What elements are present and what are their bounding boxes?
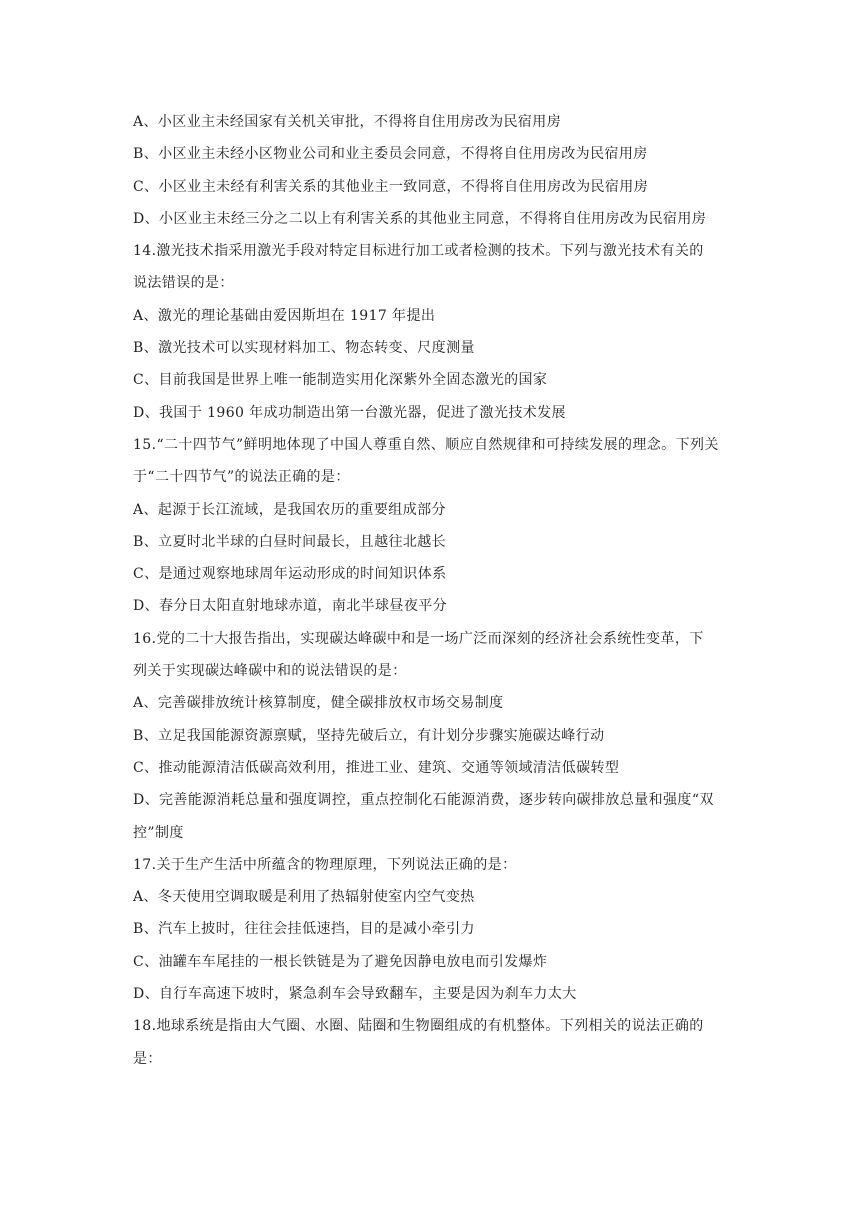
option-line: C、是通过观察地球周年运动形成的时间知识体系 <box>133 566 447 583</box>
option-line: D、我国于 1960 年成功制造出第一台激光器，促进了激光技术发展 <box>133 404 566 421</box>
document-body <box>133 106 768 1075</box>
option-line: B、汽车上披时，往往会挂低速挡，目的是减小牵引力 <box>133 921 475 938</box>
option-line: A、起源于长江流域，是我国农历的重要组成部分 <box>133 501 446 518</box>
option-line: C、油罐车车尾挂的一根长铁链是为了避免因静电放电而引发爆炸 <box>133 953 548 970</box>
question-line: 是： <box>133 1050 162 1067</box>
option-line: D、春分日太阳直射地球赤道，南北半球昼夜平分 <box>133 598 448 615</box>
option-line: B、立夏时北半球的白昼时间最长，且越往北越长 <box>133 533 447 550</box>
option-line: C、推动能源清洁低碳高效利用，推进工业、建筑、交通等领域清洁低碳转型 <box>133 759 620 776</box>
option-line: A、激光的理论基础由爱因斯坦在 1917 年提出 <box>133 307 436 324</box>
option-line: C、目前我国是世界上唯一能制造实用化深紫外全固态激光的国家 <box>133 372 548 389</box>
question-line: 17.关于生产生活中所蕴含的物理原理，下列说法正确的是： <box>133 856 517 873</box>
option-line: B、激光技术可以实现材料加工、物态转变、尺度测量 <box>133 340 475 357</box>
option-line: D、小区业主未经三分之二以上有利害关系的其他业主同意，不得将自住用房改为民宿用房 <box>133 210 707 227</box>
option-line: A、小区业主未经国家有关机关审批，不得将自住用房改为民宿用房 <box>133 114 562 130</box>
option-line: D、完善能源消耗总量和强度调控，重点控制化石能源消费，逐步转向碳排放总量和强度“双 <box>133 792 714 809</box>
question-line: 14.激光技术指采用激光手段对特定目标进行加工或者检测的技术。下列与激光技术有关的 <box>133 243 704 260</box>
option-line: A、冬天使用空调取暖是利用了热辐射使室内空气变热 <box>133 889 475 906</box>
question-line: 说法错误的是： <box>133 275 234 292</box>
question-line: 于“二十四节气”的说法正确的是： <box>133 469 350 486</box>
option-line: C、小区业主未经有利害关系的其他业主一致同意，不得将自住用房改为民宿用房 <box>133 178 649 195</box>
option-line: B、立足我国能源资源禀赋，坚持先破后立，有计划分步骤实施碳达峰行动 <box>133 727 605 744</box>
question-line: 18.地球系统是指由大气圈、水圈、陆圈和生物圈组成的有机整体。下列相关的说法正确的 <box>133 1018 704 1035</box>
option-line: 控”制度 <box>133 824 184 841</box>
option-line: A、完善碳排放统计核算制度，健全碳排放权市场交易制度 <box>133 695 504 712</box>
question-line: 16.党的二十大报告指出，实现碳达峰碳中和是一场广泛而深刻的经济社会系统性变革，下 <box>133 630 704 647</box>
option-line: B、小区业主未经小区物业公司和业主委员会同意，不得将自住用房改为民宿用房 <box>133 146 648 163</box>
question-line: 列关于实现碳达峰碳中和的说法错误的是： <box>133 663 407 680</box>
question-line: 15.“二十四节气”鲜明地体现了中国人尊重自然、顺应自然规律和可持续发展的理念。下列关 <box>133 436 719 453</box>
option-line: D、自行车高速下坡时，紧急刹车会导致翻车，主要是因为刹车力太大 <box>133 986 577 1003</box>
